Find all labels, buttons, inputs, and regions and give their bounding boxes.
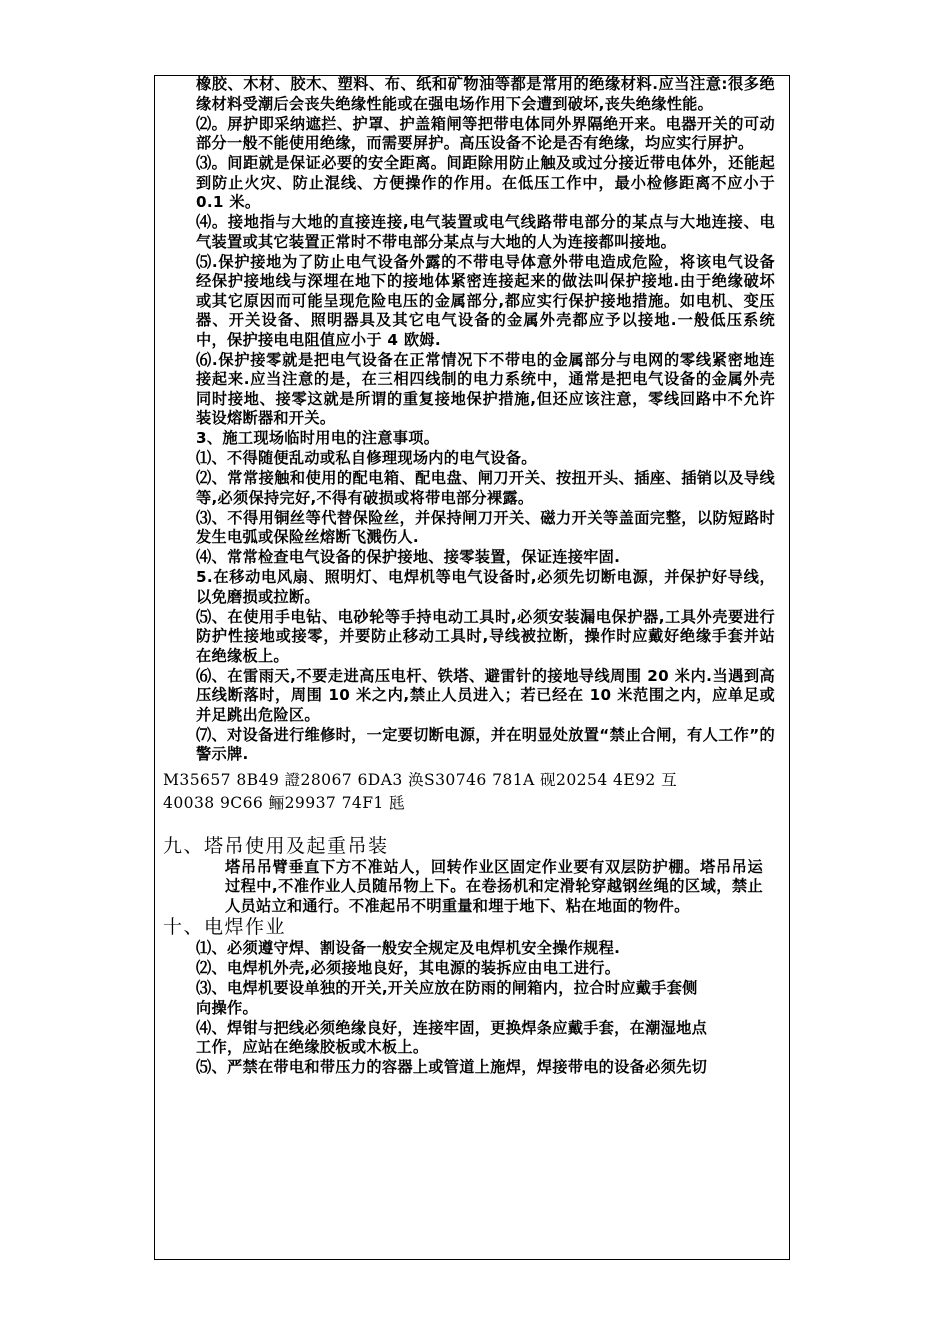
- code-line: M35657 8B49 證28067 6DA3 涣S30746 781A 砚20254 4E92 互: [163, 770, 678, 789]
- list-item: 5.在移动电风扇、照明灯、电焊机等电气设备时,必须先切断电源，并保护好导线，以免磨损或拉断。: [196, 568, 775, 606]
- list-item: ⑵、电焊机外壳,必须接地良好，其电源的装拆应由电工进行。: [196, 959, 621, 977]
- section-9-text: 塔吊吊臂垂直下方不准站人，回转作业区固定作业要有双层防护棚。塔吊吊运过程中,不准作业人员随吊物上下。在卷扬机和定滑轮穿越钢丝绳的区域，禁止人员站立和通行。不准起吊不明重量和埋于地下、粘在地面的物件。: [225, 857, 763, 915]
- paragraph: ⑸.保护接地为了防止电气设备外露的不带电导体意外带电造成危险，将该电气设备经保护接地线与深埋在地下的接地体紧密连接起来的做法叫保护接地.由于绝缘破坏或其它原因而可能呈现危险电压的金属部分,都应实行保护接地措施。如电机、变压器、开关设备、照明器具及其它电气设备的金属外壳都应予以接地.一般低压系统中，保护接电电阻值应小于 4 欧姆.: [196, 252, 775, 349]
- code-line: 40038 9C66 鲡29937 74F1 瓱: [163, 793, 406, 812]
- list-item: ⑷、常常检查电气设备的保护接地、接零装置，保证连接牢固.: [196, 548, 621, 566]
- paragraph: ⑵。屏护即采纳遮拦、护罩、护盖箱闸等把带电体同外界隔绝开来。电器开关的可动部分一般不能使用绝缘，而需要屏护。高压设备不论是否有绝缘，均应实行屏护。: [196, 114, 775, 152]
- paragraph: ⑷。接地指与大地的直接连接,电气装置或电气线路带电部分的某点与大地连接、电气装置或其它装置正常时不带电部分某点与大地的人为连接都叫接地。: [196, 213, 775, 251]
- list-item: ⑺、对设备进行维修时，一定要切断电源，并在明显处放置“禁止合闸，有人工作”的警示牌.: [196, 725, 775, 763]
- paragraph: ⑶。间距就是保证必要的安全距离。间距除用防止触及或过分接近带电体外，还能起到防止火灾、防止混线、方便操作的作用。在低压工作中，最小检修距离不应小于 0.1 米。: [196, 154, 775, 211]
- section-9-heading: 九、塔吊使用及起重吊装: [163, 834, 389, 857]
- paragraph: 橡胶、木材、胶木、塑料、布、纸和矿物油等都是常用的绝缘材料.应当注意:很多绝缘材料受潮后会丧失绝缘性能或在强电场作用下会遭到破坏,丧失绝缘性能。: [196, 75, 775, 113]
- list-item: ⑵、常常接触和使用的配电箱、配电盘、闸刀开关、按扭开头、插座、插销以及导线等,必须保持完好,不得有破损或将带电部分裸露。: [196, 469, 775, 507]
- section-10-heading: 十、电焊作业: [163, 916, 287, 938]
- list-item: ⑴、必须遵守焊、割设备一般安全规定及电焊机安全操作规程.: [196, 939, 621, 957]
- paragraph: ⑹.保护接零就是把电气设备在正常情况下不带电的金属部分与电网的零线紧密地连接起来.应当注意的是，在三相四线制的电力系统中，通常是把电气设备的金属外壳同时接地、接零这就是所谓的重复接地保护措施,但还应该注意，零线回路中不允许装设熔断器和开关。: [196, 350, 775, 427]
- list-item: ⑴、不得随便乱动或私自修理现场内的电气设备。: [196, 449, 537, 467]
- list-item: ⑸、在使用手电钻、电砂轮等手持电动工具时,必须安装漏电保护器,工具外壳要进行防护性接地或接零，并要防止移动工具时,导线被拉断，操作时应戴好绝缘手套并站在绝缘板上。: [196, 607, 775, 665]
- list-item: ⑷、焊钳与把线必须绝缘良好，连接牢固，更换焊条应戴手套，在潮湿地点 工作，应站在绝缘胶板或木板上。: [196, 1018, 708, 1056]
- list-item: ⑸、严禁在带电和带压力的容器上或管道上施焊，焊接带电的设备必须先切: [196, 1058, 708, 1076]
- list-item: ⑶、不得用铜丝等代替保险丝，并保持闸刀开关、磁力开关等盖面完整，以防短路时发生电弧或保险丝熔断飞溅伤人.: [196, 508, 775, 546]
- list-item: ⑶、电焊机要设单独的开关,开关应放在防雨的闸箱内，拉合时应戴手套侧 向操作。: [196, 979, 698, 1017]
- list-item: ⑹、在雷雨天,不要走进高压电杆、铁塔、避雷针的接地导线周围 20 米内.当遇到高压线断落时，周围 10 米之内,禁止人员进入；若已经在 10 米范围之内，应单足或并足跳出危险区。: [196, 666, 775, 724]
- section-3-title: 3、施工现场临时用电的注意事项。: [196, 429, 440, 447]
- spacer: [163, 815, 783, 835]
- document-body: [163, 75, 783, 1078]
